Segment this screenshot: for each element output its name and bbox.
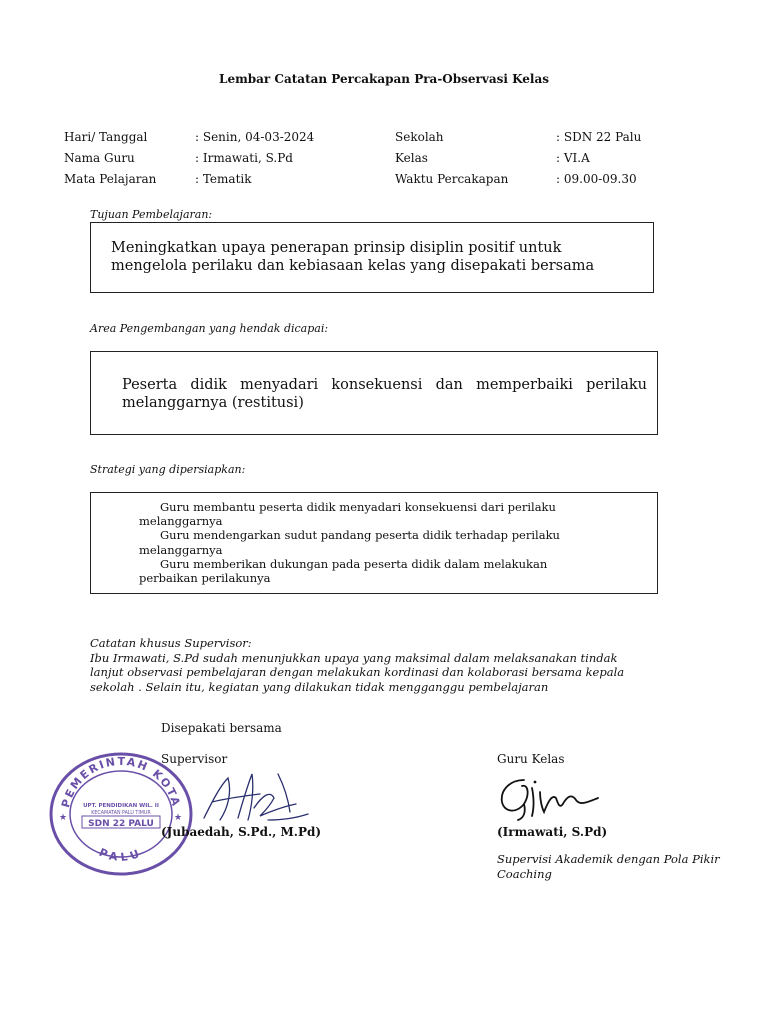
strategi-item-line: Guru memberikan dukungan pada peserta didik dalam melakukan — [160, 556, 548, 571]
info-value: : SDN 22 Palu — [556, 130, 642, 144]
info-row-subject — [64, 169, 364, 190]
info-value: : Senin, 04-03-2024 — [195, 130, 315, 144]
teacher-signature — [494, 772, 606, 822]
info-row-school — [395, 127, 695, 148]
svg-text:PEMERINTAH KOTA — [59, 755, 183, 809]
tujuan-line: mengelola perilaku dan kebiasaan kelas yang disepakati bersama — [111, 258, 595, 274]
supervisor-signature — [198, 768, 313, 828]
stamp-line: UPT. PENDIDIKAN WIL. II — [83, 803, 159, 809]
strategi-item-line: melanggarnya — [139, 542, 223, 557]
catatan-section — [90, 636, 680, 694]
info-value: : 09.00-09.30 — [556, 172, 637, 186]
strategi-item-line: melanggarnya — [139, 514, 223, 529]
teacher-role: Guru Kelas — [497, 752, 565, 766]
info-label: Mata Pelajaran — [64, 172, 157, 186]
catatan-line: Ibu Irmawati, S.Pd sudah menunjukkan upaya yang maksimal dalam melaksanakan tindak — [90, 650, 618, 665]
info-row-teacher — [64, 148, 364, 169]
stamp-line: SDN 22 PALU — [88, 819, 154, 829]
stamp-line: KECAMATAN PALU TIMUR — [91, 811, 151, 816]
info-row-class — [395, 148, 695, 169]
strategi-box — [90, 492, 658, 594]
agreed-label: Disepakati bersama — [161, 721, 282, 735]
footer-note — [497, 852, 720, 882]
footer-line: Supervisi Akademik dengan Pola Pikir — [497, 852, 720, 866]
info-row-date — [64, 127, 364, 148]
info-label: Nama Guru — [64, 151, 135, 165]
info-value: : VI.A — [556, 151, 590, 165]
info-label: Kelas — [395, 151, 428, 165]
info-label: Sekolah — [395, 130, 444, 144]
strategi-item-line: Guru membantu peserta didik menyadari konsekuensi dari perilaku — [160, 500, 556, 514]
area-box — [90, 351, 658, 435]
area-text: Peserta didik menyadari konsekuensi dan memperbaiki perilaku melanggarnya (restitusi) — [122, 377, 647, 411]
catatan-label: Catatan khusus Supervisor: — [90, 636, 252, 650]
info-label: Hari/ Tanggal — [64, 130, 148, 144]
strategi-item-line: perbaikan perilakunya — [139, 571, 271, 586]
star-icon: ★ — [174, 813, 183, 823]
supervisor-role: Supervisor — [161, 752, 228, 766]
strategi-item — [139, 500, 647, 528]
footer-line: Coaching — [497, 867, 552, 881]
supervisor-name: (Jubaedah, S.Pd., M.Pd) — [161, 825, 322, 839]
strategi-item-line: Guru mendengarkan sudut pandang peserta didik terhadap perilaku — [160, 528, 560, 543]
teacher-name: (Irmawati, S.Pd) — [497, 825, 608, 839]
svg-text:PALU — [97, 846, 145, 864]
tujuan-box — [90, 222, 654, 293]
area-label: Area Pengembangan yang hendak dicapai: — [90, 322, 329, 335]
stamp-bottom-text: PALU — [97, 845, 145, 865]
strategi-label: Strategi yang dipersiapkan: — [90, 463, 246, 476]
catatan-line: lanjut observasi pembelajaran dengan melakukan kordinasi dan kolaborasi bersama kepala — [90, 665, 625, 679]
info-row-time — [395, 169, 695, 190]
strategi-item — [139, 528, 647, 556]
school-stamp — [46, 748, 196, 878]
tujuan-line: Meningkatkan upaya penerapan prinsip disiplin positif untuk — [111, 240, 562, 256]
info-right — [395, 127, 695, 190]
document-title: Lembar Catatan Percakapan Pra-Observasi Kelas — [219, 72, 549, 86]
info-label: Waktu Percakapan — [395, 172, 509, 186]
tujuan-label: Tujuan Pembelajaran: — [90, 208, 213, 221]
info-left — [64, 127, 364, 190]
info-value: : Tematik — [195, 172, 252, 186]
strategi-item — [139, 557, 647, 585]
star-icon: ★ — [59, 813, 68, 823]
stamp-outer-text: PEMERINTAH KOTA — [59, 754, 183, 810]
catatan-line: sekolah . Selain itu, kegiatan yang dilakukan tidak mengganggu pembelajaran — [90, 679, 549, 694]
info-value: : Irmawati, S.Pd — [195, 151, 293, 165]
